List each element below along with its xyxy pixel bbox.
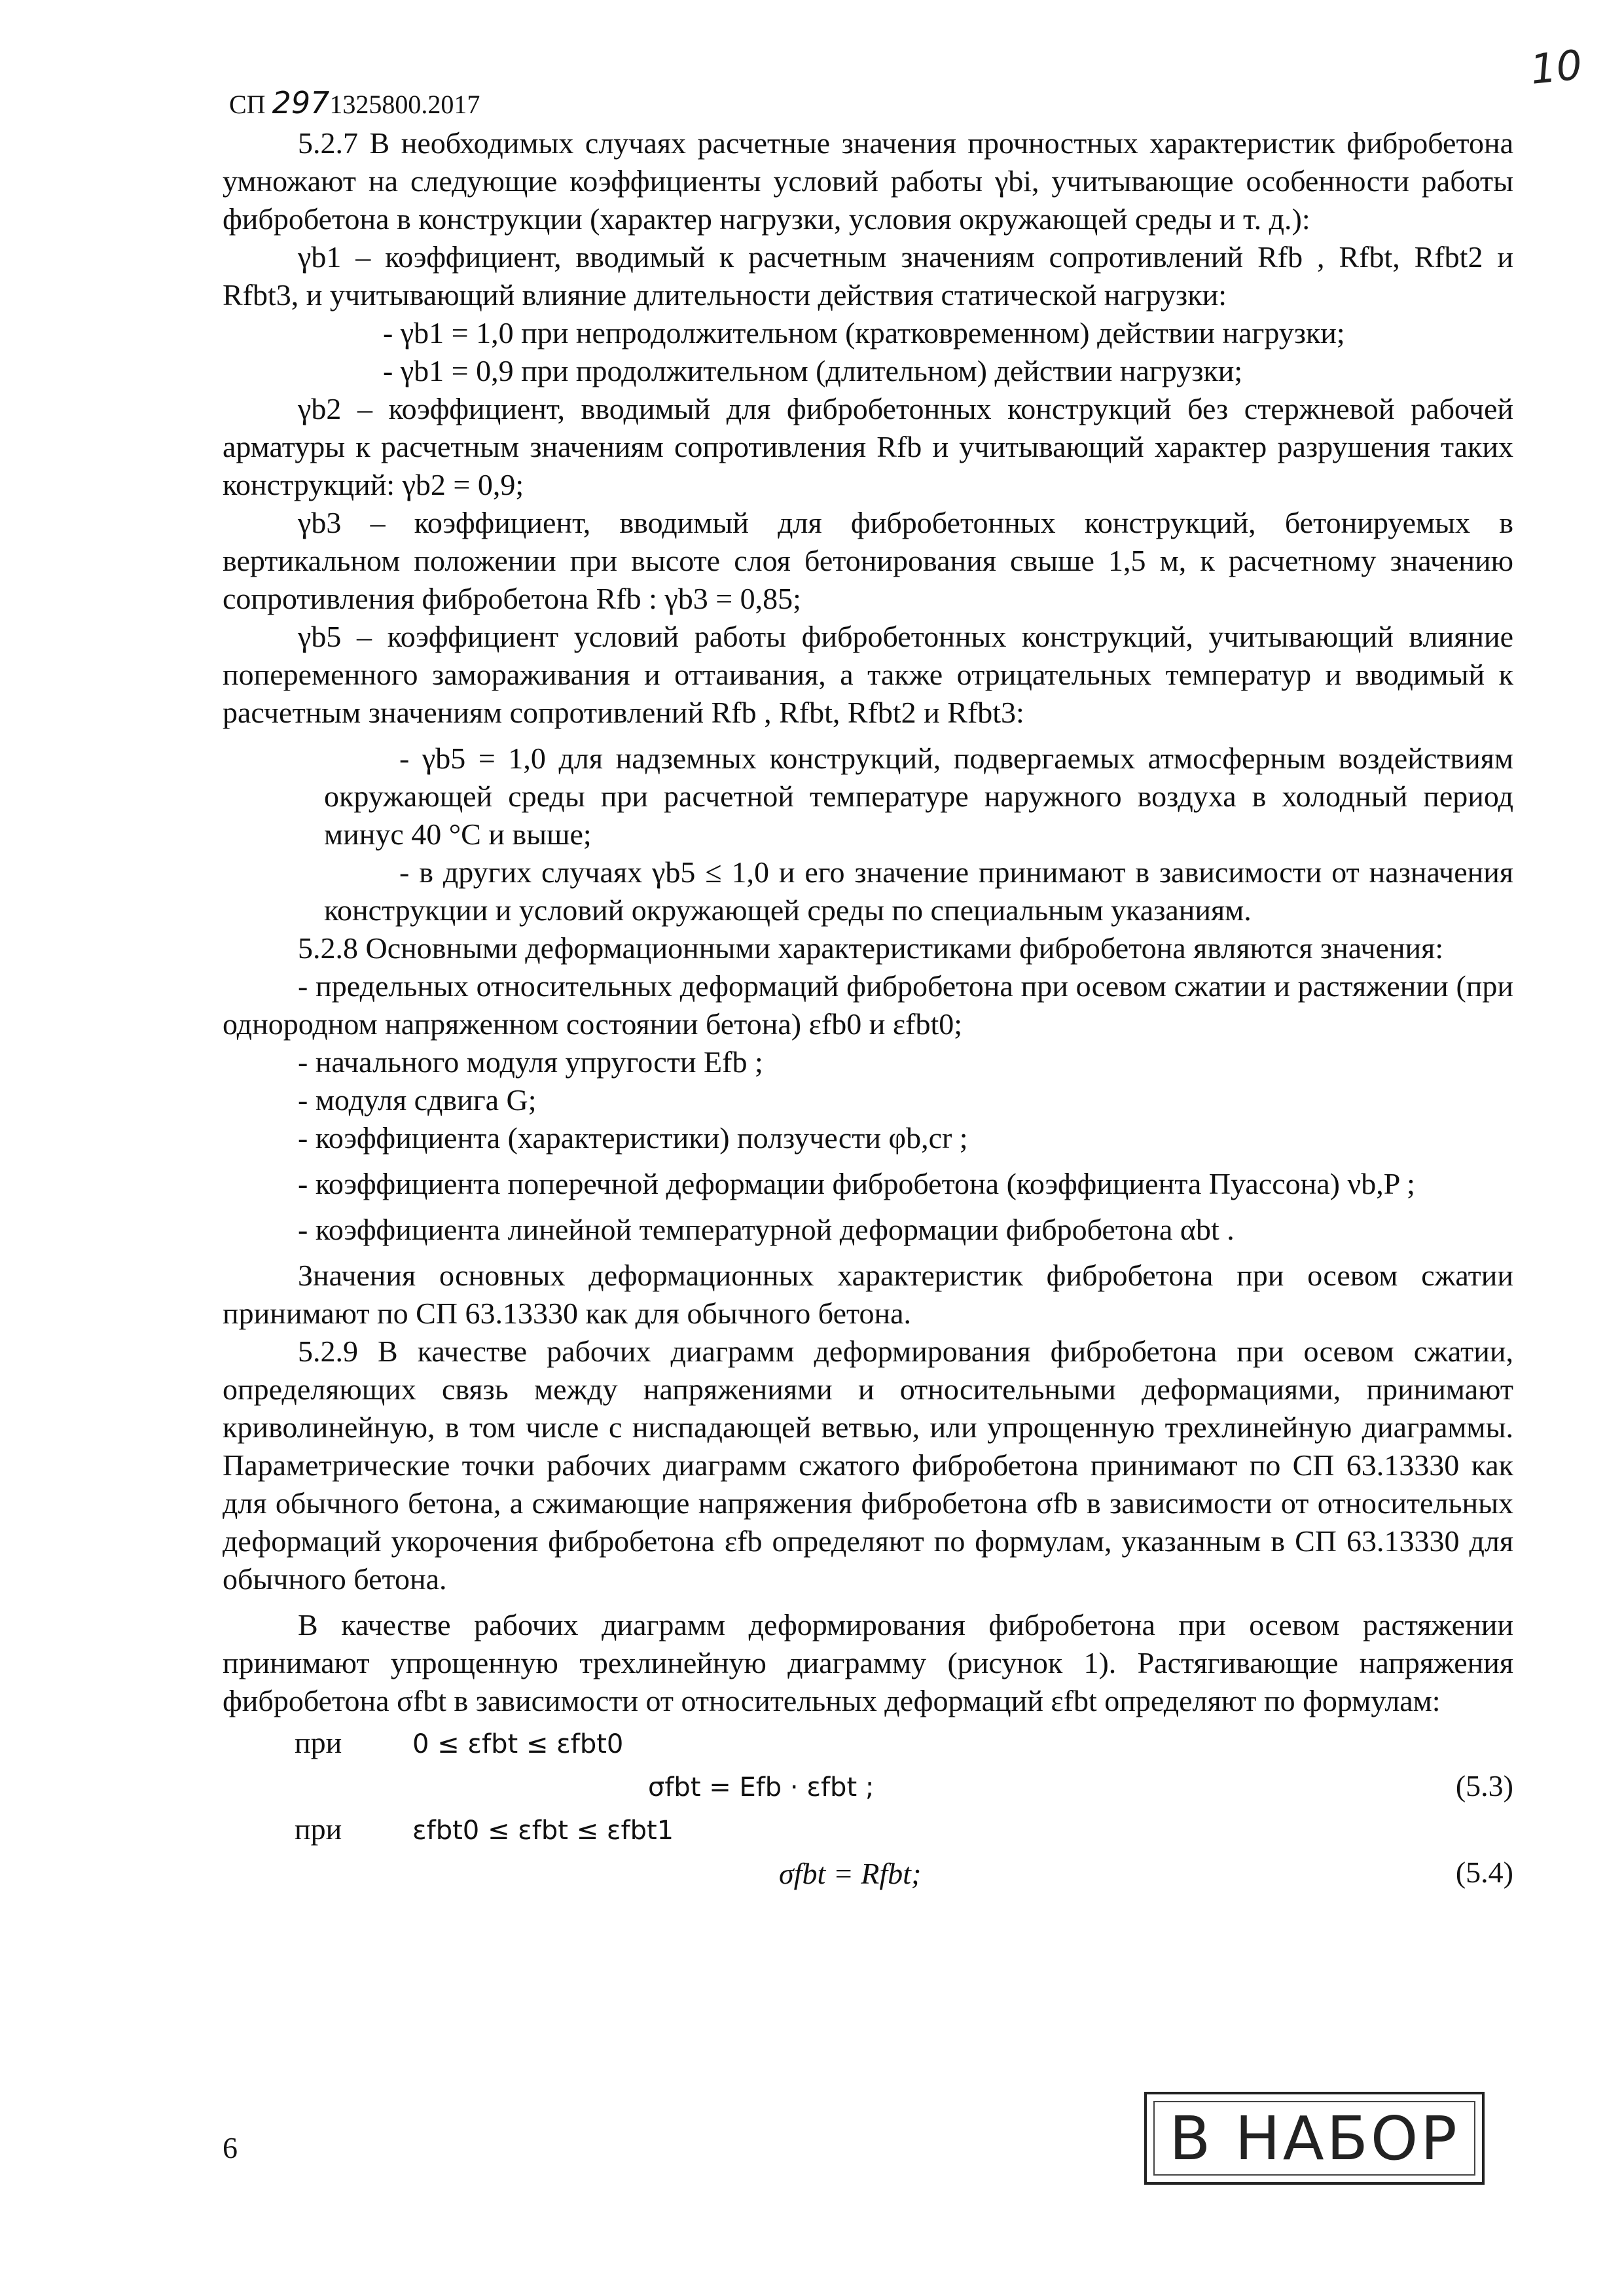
formula-5-4 [223, 1806, 1513, 1850]
handwritten-page-mark: 10 [1528, 41, 1585, 94]
formula-number: (5.4) [1455, 1856, 1513, 1889]
paragraph-tension-diagram: В качестве рабочих диаграмм деформирования фибробетона при осевом растяжении принимают упрощенную трехлинейную диаграмму (рисунок 1). Растягивающие напряжения фибробетона σfbt в зависимости от относительных деформаций εfbt определяют по формулам: [223, 1608, 1513, 1717]
document-header [229, 85, 480, 120]
formula-condition: 0 ≤ εfbt ≤ εfbt0 [412, 1729, 624, 1759]
formula-condition: εfbt0 ≤ εfbt ≤ εfbt1 [412, 1816, 674, 1846]
list-item-thermal: - коэффициента линейной температурной деформации фибробетона αbt . [298, 1213, 1235, 1246]
list-item-gamma-b1-short: - γb1 = 1,0 при непродолжительном (кратковременном) действии нагрузки; [383, 316, 1345, 350]
list-item-shear-modulus: - модуля сдвига G; [298, 1083, 537, 1117]
document-body [223, 124, 1513, 1893]
list-item-limit-strains: - предельных относительных деформаций фибробетона при осевом сжатии и растяжении (при однородном напряженном состоянии бетона) εfb0 и εfbt0; [223, 969, 1513, 1041]
formula-label: при [295, 1812, 342, 1846]
paragraph-gamma-b5: γb5 – коэффициент условий работы фибробетонных конструкций, учитывающий влияние попеременного замораживания и оттаивания, а также отрицательных температур и вводимый к расчетным значениям сопротивлений Rfb , Rfbt, Rfbt2 и Rfbt3: [223, 620, 1513, 729]
stamp: В НАБОР [1144, 2092, 1485, 2185]
paragraph-5-2-8: 5.2.8 Основными деформационными характеристиками фибробетона являются значения: [298, 931, 1444, 965]
paragraph-gamma-b2: γb2 – коэффициент, вводимый для фибробетонных конструкций без стержневой рабочей арматуры к расчетным значениям сопротивления Rfb и учитывающий характер разрушения таких конструкций: γb2 = 0,9; [223, 392, 1513, 501]
formula-5-3-expression [223, 1763, 1513, 1806]
formula-5-4-expression [223, 1850, 1513, 1893]
paragraph-5-2-7: 5.2.7 В необходимых случаях расчетные значения прочностных характеристик фибробетона умножают на следующие коэффициенты условий работы γbi, учитывающие особенности работы фибробетона в конструкции (характер нагрузки, условия окружающей среды и т. д.): [223, 126, 1513, 236]
list-item-creep: - коэффициента (характеристики) ползучести φb,cr ; [298, 1121, 968, 1155]
formula-5-3 [223, 1720, 1513, 1763]
page-number: 6 [223, 2131, 238, 2164]
list-item-gamma-b5-above-ground: - γb5 = 1,0 для надземных конструкций, подвергаемых атмосферным воздействиям окружающей среды при расчетной температуре наружного воздуха в холодный период минус 40 °С и выше; [324, 742, 1513, 851]
formula-expression: σfbt = Efb · εfbt ; [648, 1772, 875, 1803]
handwritten-code: 297 [272, 85, 330, 120]
formula-number: (5.3) [1455, 1769, 1513, 1803]
list-item-gamma-b1-long: - γb1 = 0,9 при продолжительном (длительном) действии нагрузки; [383, 354, 1243, 387]
formula-label: при [295, 1726, 342, 1759]
list-item-elastic-modulus: - начального модуля упругости Efb ; [298, 1045, 763, 1079]
list-item-gamma-b5-other: - в других случаях γb5 ≤ 1,0 и его значение принимают в зависимости от назначения конструкции и условий окружающей среды по специальным указаниям. [324, 855, 1513, 927]
paragraph-gamma-b1: γb1 – коэффициент, вводимый к расчетным значениям сопротивлений Rfb , Rfbt, Rfbt2 и Rfbt3, и учитывающий влияние длительности действия статической нагрузки: [223, 240, 1513, 312]
paragraph-gamma-b3: γb3 – коэффициент, вводимый для фибробетонных конструкций, бетонируемых в вертикальном положении при высоте слоя бетонирования свыше 1,5 м, к расчетному значению сопротивления фибробетона Rfb : γb3 = 0,85; [223, 506, 1513, 615]
paragraph-deformation-values: Значения основных деформационных характеристик фибробетона при осевом сжатии принимают по СП 63.13330 как для обычного бетона. [223, 1259, 1513, 1330]
paragraph-5-2-9: 5.2.9 В качестве рабочих диаграмм деформирования фибробетона при осевом сжатии, определяющих связь между напряжениями и относительными деформациями, принимают криволинейную, в том числе с ниспадающей ветвью, или упрощенную трехлинейную диаграммы. Параметрические точки рабочих диаграмм сжатого фибробетона принимают по СП 63.13330 как для обычного бетона, а сжимающие напряжения фибробетона σfb в зависимости от относительных деформаций укорочения фибробетона εfb определяют по формулам, указанным в СП 63.13330 для обычного бетона. [223, 1335, 1513, 1596]
list-item-poisson: - коэффициента поперечной деформации фибробетона (коэффициента Пуассона) νb,P ; [298, 1167, 1415, 1200]
header-prefix: СП [229, 90, 272, 119]
formula-expression: σfbt = Rfbt; [779, 1857, 922, 1890]
header-number: 1325800.2017 [329, 90, 480, 119]
